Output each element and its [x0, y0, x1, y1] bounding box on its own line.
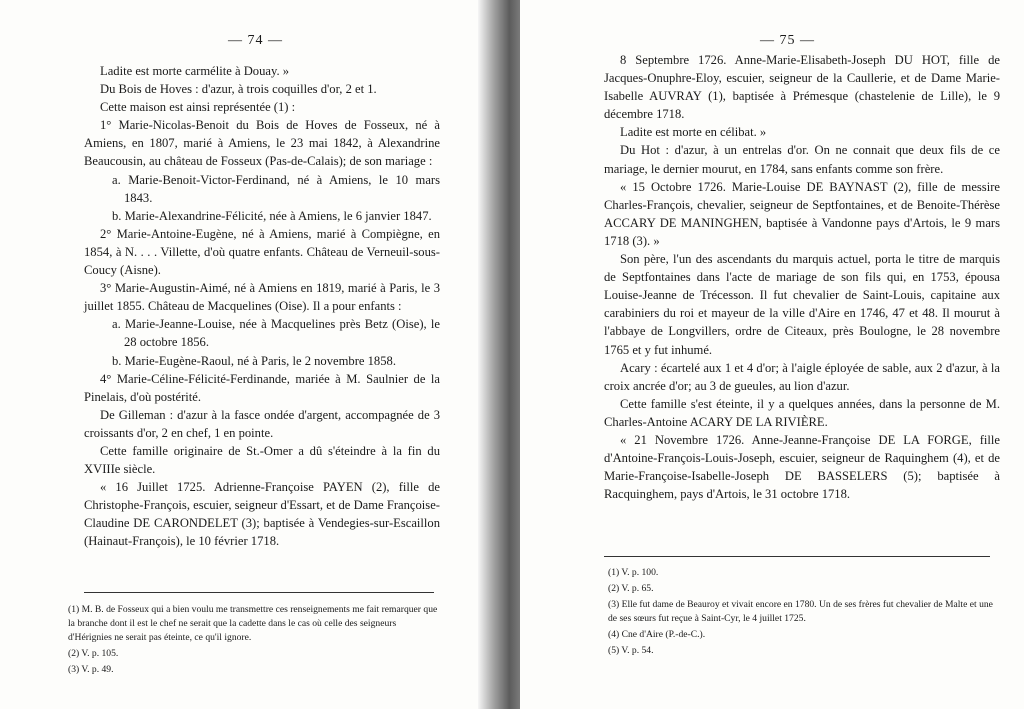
- text-line: b. Marie-Eugène-Raoul, né à Paris, le 2 novembre 1858.: [112, 353, 396, 368]
- text-line: Son père, l'un des ascendants du marquis actuel, porta le titre de marquis de Septfontaines dans l'acte de mariage de son fils qui, en 1753, épousa Louise-Jeanne de Trécesson. Il fut chevalier de Saint-Louis, capitaine aux carabiniers du roi et mayeur de la ville d'Aire en 1746, 47 et 48. Il mourut à l'abbaye de Longvillers, ordre de Citeaux, près Boulogne, le 28 novembre 1765 et y fut inhumé.: [604, 252, 1000, 357]
- footnotes: [68, 603, 438, 679]
- footnote: (1) M. B. de Fosseux qui a bien voulu me transmettre ces renseignements me fait remarquer que la branche dont il est le chef ne serait que la cadette dans le cas où celle des seigneurs d'Hérignies ne serait pas éteinte, ce qu'il ignore.: [68, 604, 438, 643]
- text-line: Acary : écartelé aux 1 et 4 d'or; à l'aigle éployée de sable, aux 2 d'azur, à la croix ancrée d'or; au 3 de gueules, au lion d'azur.: [604, 360, 1000, 393]
- text-line: a. Marie-Jeanne-Louise, née à Macquelines près Betz (Oise), le 28 octobre 1856.: [112, 317, 440, 350]
- text-line: Du Hot : d'azur, à un entrelas d'or. On ne connait que deux fils de ce mariage, le dernier mourut, en 1784, sans enfants comme son frère.: [604, 143, 1000, 176]
- text-line: Cette famille originaire de St.-Omer a dû s'éteindre à la fin du XVIIIe siècle.: [84, 443, 440, 477]
- text-line: b. Marie-Alexandrine-Félicité, née à Amiens, le 6 janvier 1847.: [112, 208, 432, 223]
- footnote: (3) V. p. 49.: [68, 664, 114, 675]
- footnote: (2) V. p. 105.: [68, 648, 119, 659]
- text-line: 3° Marie-Augustin-Aimé, né à Amiens en 1819, marié à Paris, le 3 juillet 1855. Château de Macquelines (Oise). Il a pour enfants :: [84, 281, 440, 314]
- text-line: Cette maison est ainsi représentée (1) :: [100, 100, 296, 115]
- footnotes: [608, 566, 1000, 660]
- right-page: [520, 0, 1024, 709]
- page-number: — 75 —: [760, 33, 815, 48]
- text-line: 8 Septembre 1726. Anne-Marie-Elisabeth-Joseph DU HOT, fille de Jacques-Onuphre-Eloy, escuier, seigneur de la Caullerie, et de Dame Marie-Isabelle AUVRAY (1), baptisée à Prémesque (chastelenie de Lille), le 9 décembre 1718.: [604, 53, 1000, 122]
- text-line: a. Marie-Benoit-Victor-Ferdinand, né à Amiens, le 10 mars 1843.: [112, 172, 440, 205]
- footnote: (1) V. p. 100.: [608, 567, 659, 578]
- text-line: Ladite est morte en célibat. »: [620, 125, 767, 140]
- footnote-divider: [84, 592, 434, 593]
- text-line: 1° Marie-Nicolas-Benoit du Bois de Hoves de Fosseux, né à Amiens, en 1807, marié à Amiens, le 23 mai 1842, à Alexandrine Beaucousin, au château de Fosseux (Pas-de-Calais); de son mariage :: [84, 118, 440, 169]
- footnote: (3) Elle fut dame de Beauroy et vivait encore en 1780. Un de ses frères fut chevalier de Malte et une de ses sœurs fut reçue à Saint-Cyr, le 4 juillet 1725.: [608, 599, 993, 624]
- text-line: « 15 Octobre 1726. Marie-Louise DE BAYNAST (2), fille de messire Charles-François, chevalier, seigneur de Septfontaines, et de Benoite-Thérèse ACCARY DE MANINGHEN, baptisée à Vandonne pays d'Artois, le 9 mars 1718 (3). »: [604, 179, 1000, 248]
- footnote: (2) V. p. 65.: [608, 583, 654, 594]
- text-line: « 21 Novembre 1726. Anne-Jeanne-Françoise DE LA FORGE, fille d'Antoine-François-Louis-Joseph, escuier, seigneur de Raquinghem (4), et de Marie-Françoise-Isabelle-Joseph DE BASSELERS (5); baptisée à Racquinghem, pays d'Artois, le 31 octobre 1718.: [604, 432, 1000, 502]
- page-number: — 74 —: [228, 33, 283, 48]
- body-text: [84, 62, 440, 551]
- footnote: (4) Cne d'Aire (P.-de-C.).: [608, 629, 706, 640]
- text-line: De Gilleman : d'azur à la fasce ondée d'argent, accompagnée de 3 croissants d'or, 2 en chef, 1 en pointe.: [84, 407, 440, 440]
- text-line: Du Bois de Hoves : d'azur, à trois coquilles d'or, 2 et 1.: [100, 82, 377, 97]
- body-text: [604, 51, 1000, 503]
- text-line: « 16 Juillet 1725. Adrienne-Françoise PAYEN (2), fille de Christophe-François, escuier, seigneur d'Essart, et de Dame Françoise-Claudine DE CARONDELET (3); baptisée à Vendegies-sur-Escaillon (Hainaut-François), le 10 février 1718.: [84, 480, 440, 549]
- text-line: 2° Marie-Antoine-Eugène, né à Amiens, marié à Compiègne, en 1854, à N. . . . Villette, d'où quatre enfants. Château de Verneuil-sous-Coucy (Aisne).: [84, 226, 440, 278]
- text-line: Ladite est morte carmélite à Douay. »: [100, 64, 290, 78]
- text-line: 4° Marie-Céline-Félicité-Ferdinande, mariée à M. Saulnier de la Pinelais, d'où postérité.: [84, 371, 440, 404]
- footnote: (5) V. p. 54.: [608, 645, 654, 656]
- left-page: [0, 0, 500, 709]
- text-line: Cette famille s'est éteinte, il y a quelques années, dans la personne de M. Charles-Antoine ACARY DE LA RIVIÈRE.: [604, 396, 1000, 429]
- footnote-divider: [604, 556, 990, 557]
